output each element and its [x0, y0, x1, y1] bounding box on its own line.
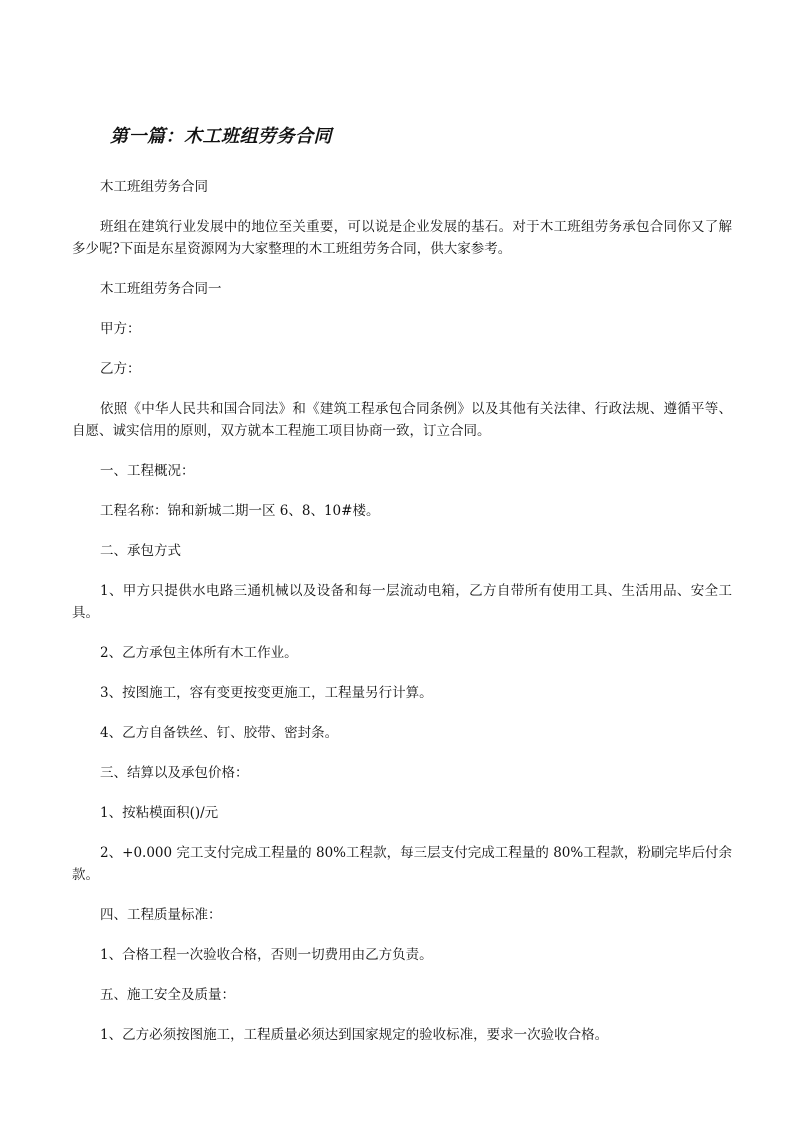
clause-2-4: 4、乙方自备铁丝、钉、胶带、密封条。	[100, 725, 339, 741]
paragraph-project-name: 工程名称：锦和新城二期一区 6、8、10#楼。	[100, 503, 380, 519]
section-heading-settlement: 三、结算以及承包价格：	[100, 765, 249, 781]
paragraph-contract-name: 木工班组劳务合同	[100, 179, 208, 195]
clause-3-1: 1、按粘模面积()/元	[100, 805, 219, 821]
paragraph-party-a: 甲方：	[100, 321, 141, 337]
paragraph-party-b: 乙方：	[100, 361, 141, 377]
clause-2-2: 2、乙方承包主体所有木工作业。	[100, 645, 298, 661]
paragraph-legal-basis: 依照《中华人民共和国合同法》和《建筑工程承包合同条例》以及其他有关法律、行政法规、遵循平等、自愿、诚实信用的原则，双方就本工程施工项目协商一致，订立合同。	[72, 401, 732, 439]
paragraph-contract-one: 木工班组劳务合同一	[100, 281, 222, 297]
clause-2-1: 1、甲方只提供水电路三通机械以及设备和每一层流动电箱，乙方自带所有使用工具、生活用品、安全工具。	[72, 583, 732, 621]
clause-4-1: 1、合格工程一次验收合格，否则一切费用由乙方负责。	[100, 947, 433, 963]
document-title: 第一篇：木工班组劳务合同	[110, 126, 332, 147]
document-body	[72, 176, 732, 1064]
clause-2-3: 3、按图施工，容有变更按变更施工，工程量另行计算。	[100, 685, 433, 701]
section-heading-overview: 一、工程概况：	[100, 463, 195, 479]
clause-5-1: 1、乙方必须按图施工，工程质量必须达到国家规定的验收标准，要求一次验收合格。	[100, 1027, 609, 1043]
section-heading-contract-method: 二、承包方式	[100, 543, 181, 559]
paragraph-intro: 班组在建筑行业发展中的地位至关重要，可以说是企业发展的基石。对于木工班组劳务承包合同你又了解多少呢?下面是东星资源网为大家整理的木工班组劳务合同，供大家参考。	[72, 219, 732, 257]
section-heading-quality-standard: 四、工程质量标准：	[100, 907, 222, 923]
clause-3-2: 2、+0.000 完工支付完成工程量的 80%工程款，每三层支付完成工程量的 80%工程款，粉刷完毕后付余款。	[72, 845, 732, 883]
section-heading-safety-quality: 五、施工安全及质量：	[100, 987, 235, 1003]
